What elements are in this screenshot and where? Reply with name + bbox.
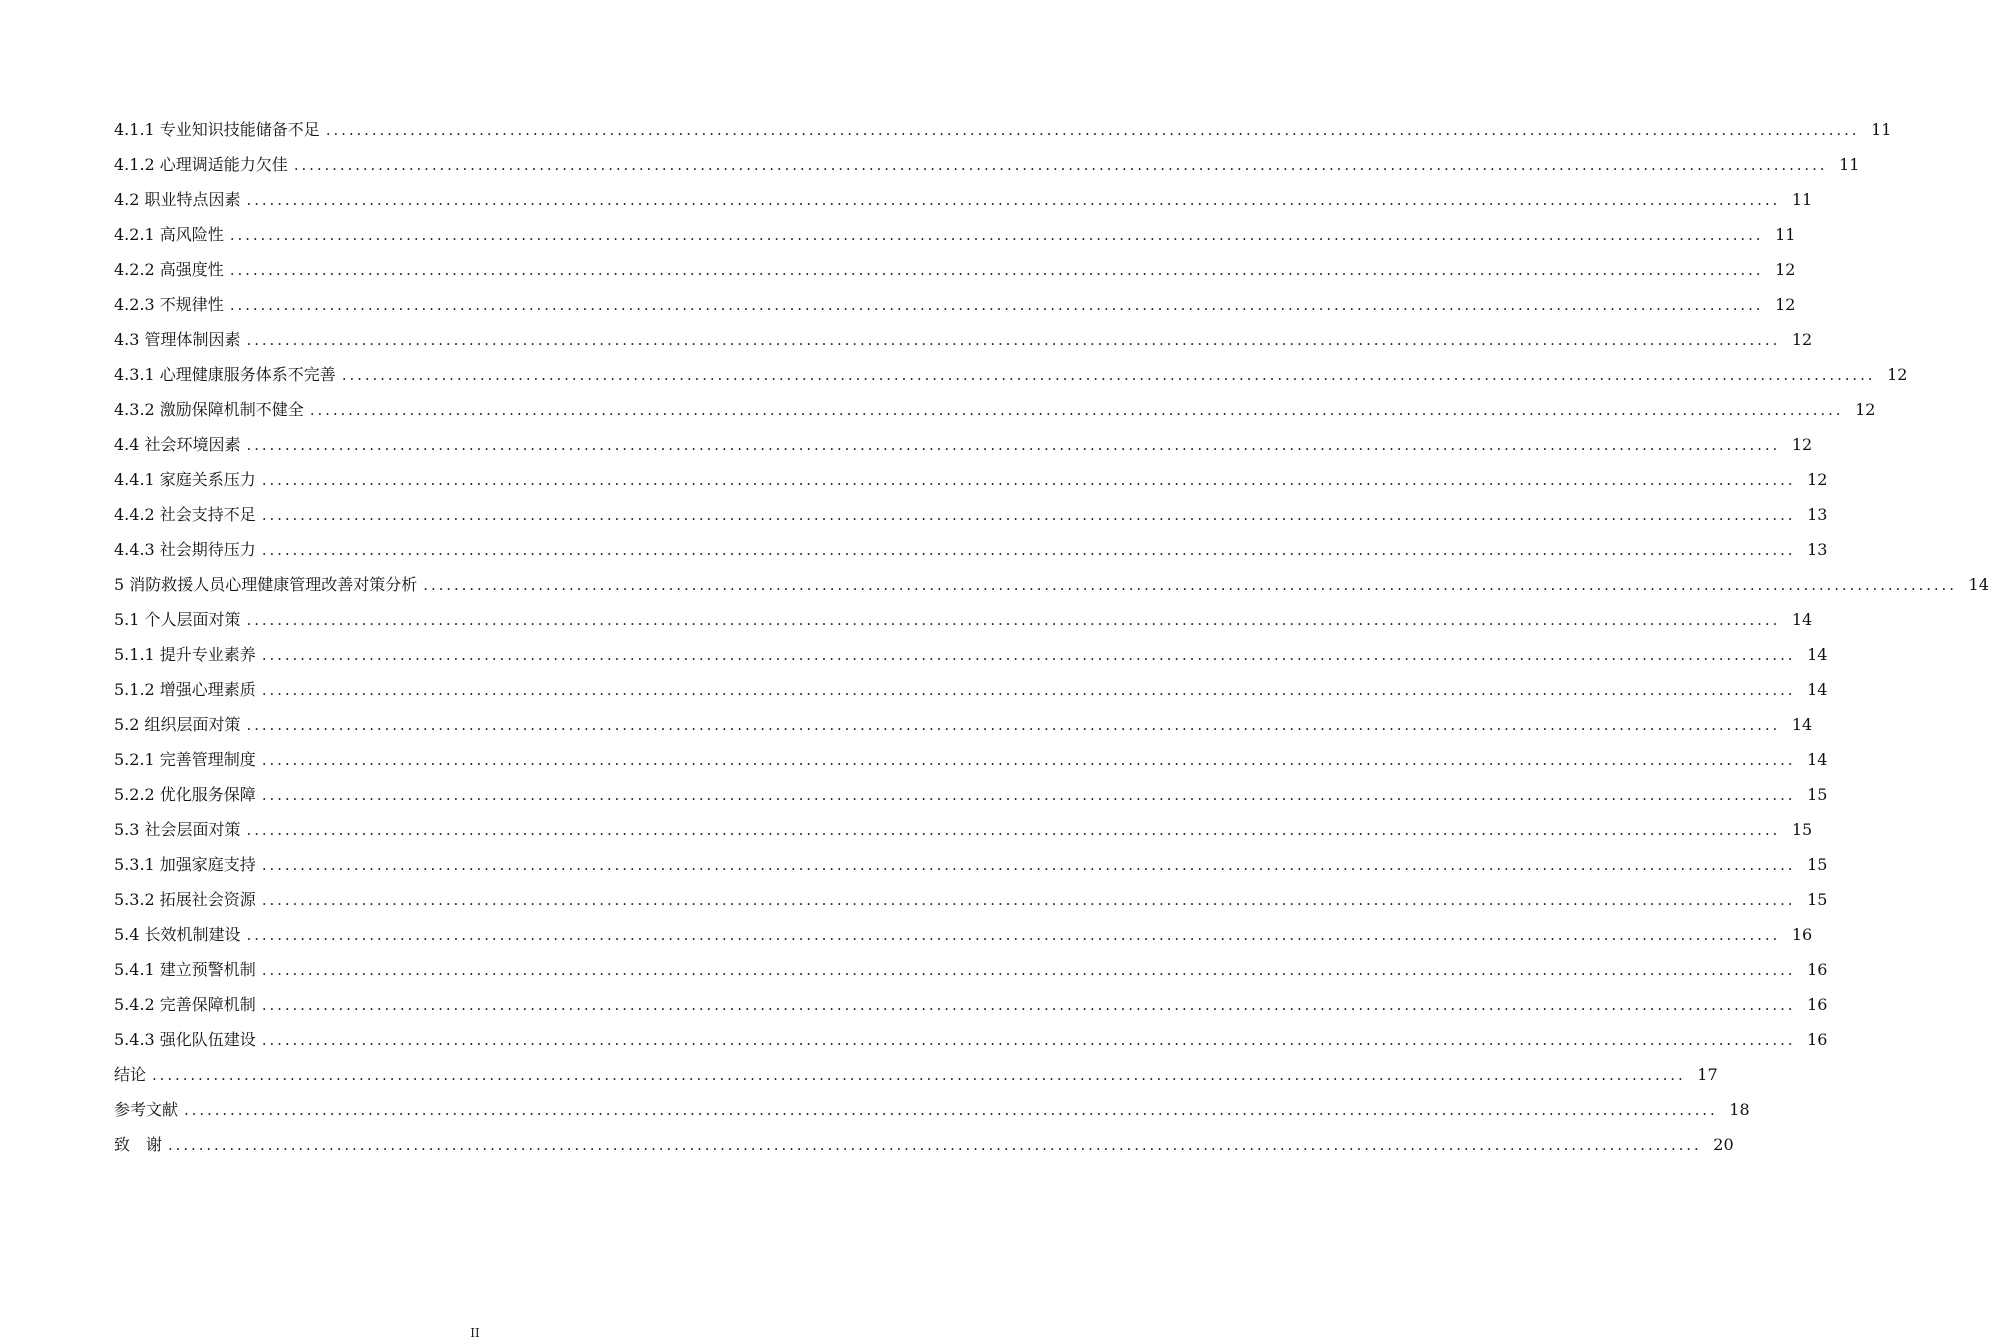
toc-entry-page: 14 [1807,645,1828,664]
toc-entry-page: 15 [1807,785,1828,804]
toc-leader-dots: ........................................................................................................................................................................................................ [341,366,1876,384]
toc-entry[interactable] [114,532,1828,567]
toc-entry-page: 12 [1887,365,1908,384]
toc-entry-page: 16 [1807,1030,1828,1049]
toc-entry-title: 5.3.1 加强家庭支持 [114,855,256,874]
toc-entry[interactable] [114,182,1813,217]
toc-entry[interactable] [114,392,1876,427]
toc-leader-dots: ........................................................................................................................................................................................................ [246,821,1781,839]
toc-entry[interactable] [114,637,1828,672]
toc-entry[interactable] [114,567,1989,602]
toc-entry-title: 5.1 个人层面对策 [114,610,241,629]
toc-leader-dots: ........................................................................................................................................................................................................ [246,716,1781,734]
toc-leader-dots: ........................................................................................................................................................................................................ [261,751,1796,769]
toc-leader-dots: ........................................................................................................................................................................................................ [261,1031,1796,1049]
toc-entry-page: 17 [1697,1065,1718,1084]
toc-entry[interactable] [114,357,1908,392]
toc-entry-title: 4.4.1 家庭关系压力 [114,470,256,489]
toc-entry-page: 12 [1791,435,1813,454]
toc-entry[interactable] [114,147,1860,182]
toc-leader-dots: ........................................................................................................................................................................................................ [309,401,1844,419]
page-number: II [470,1326,480,1340]
toc-entry-title: 5.2.1 完善管理制度 [114,750,256,769]
toc-entry[interactable] [114,882,1828,917]
toc-entry-title: 4.3 管理体制因素 [114,330,241,349]
toc-entry-page: 11 [1839,155,1860,174]
toc-entry-page: 15 [1807,855,1828,874]
toc-entry-title: 4.3.1 心理健康服务体系不完善 [114,365,336,384]
toc-entry-page: 12 [1855,400,1876,419]
toc-entry-page: 12 [1775,295,1796,314]
toc-entry[interactable] [114,287,1796,322]
toc-leader-dots: ........................................................................................................................................................................................................ [229,226,1764,244]
toc-leader-dots: ........................................................................................................................................................................................................ [261,856,1796,874]
toc-leader-dots: ........................................................................................................................................................................................................ [246,436,1781,454]
toc-entry-title: 4.2.1 高风险性 [114,225,224,244]
toc-leader-dots: ........................................................................................................................................................................................................ [168,1136,1702,1154]
toc-entry-title: 4.2 职业特点因素 [114,190,241,209]
toc-leader-dots: ........................................................................................................................................................................................................ [229,296,1764,314]
toc-entry-page: 12 [1775,260,1796,279]
toc-entry-title: 5.4.1 建立预警机制 [114,960,256,979]
toc-entry-title: 参考文献 [114,1100,179,1119]
toc-entry-title: 4.4.3 社会期待压力 [114,540,256,559]
toc-entry[interactable] [114,917,1813,952]
toc-leader-dots: ........................................................................................................................................................................................................ [229,261,1764,279]
toc-entry-title: 4.3.2 激励保障机制不健全 [114,400,304,419]
toc-leader-dots: ........................................................................................................................................................................................................ [184,1101,1718,1119]
toc-entry-page: 14 [1807,680,1828,699]
toc-entry-page: 14 [1807,750,1828,769]
toc-entry-page: 14 [1968,575,1989,594]
toc-leader-dots: ........................................................................................................................................................................................................ [246,191,1781,209]
toc-entry-page: 16 [1807,995,1828,1014]
toc-entry-title: 5 消防救援人员心理健康管理改善对策分析 [114,575,418,594]
toc-leader-dots: ........................................................................................................................................................................................................ [261,681,1796,699]
toc-leader-dots: ........................................................................................................................................................................................................ [293,156,1828,174]
toc-entry-page: 12 [1807,470,1828,489]
toc-entry-title: 4.1.2 心理调适能力欠佳 [114,155,288,174]
toc-entry-title: 4.4.2 社会支持不足 [114,505,256,524]
toc-entry[interactable] [114,847,1828,882]
toc-entry-title: 5.4.2 完善保障机制 [114,995,256,1014]
toc-entry-page: 16 [1807,960,1828,979]
toc-entry[interactable] [114,322,1813,357]
toc-entry-page: 15 [1807,890,1828,909]
toc-leader-dots: ........................................................................................................................................................................................................ [246,331,1781,349]
toc-entry-title: 结论 [114,1065,147,1084]
toc-leader-dots: ........................................................................................................................................................................................................ [152,1066,1686,1084]
toc-leader-dots: ........................................................................................................................................................................................................ [261,541,1796,559]
toc-entry-title: 4.2.2 高强度性 [114,260,224,279]
toc-entry[interactable] [114,1092,1750,1127]
toc-entry-title: 5.3.2 拓展社会资源 [114,890,256,909]
toc-entry-page: 12 [1791,330,1813,349]
toc-entry-page: 15 [1791,820,1813,839]
toc-entry[interactable] [114,427,1813,462]
toc-entry[interactable] [114,812,1813,847]
toc-entry[interactable] [114,602,1813,637]
toc-entry-title: 致 谢 [114,1135,163,1154]
table-of-contents [114,112,1989,1162]
toc-entry-title: 5.4.3 强化队伍建设 [114,1030,256,1049]
toc-entry-title: 5.2 组织层面对策 [114,715,241,734]
toc-entry-page: 13 [1807,505,1828,524]
toc-leader-dots: ........................................................................................................................................................................................................ [261,646,1796,664]
toc-entry[interactable] [114,672,1828,707]
toc-entry-title: 5.1.1 提升专业素养 [114,645,256,664]
toc-entry[interactable] [114,252,1796,287]
toc-entry-page: 13 [1807,540,1828,559]
toc-leader-dots: ........................................................................................................................................................................................................ [261,471,1796,489]
toc-entry-page: 11 [1775,225,1796,244]
toc-leader-dots: ........................................................................................................................................................................................................ [261,506,1796,524]
toc-entry[interactable] [114,112,1892,147]
toc-entry-page: 14 [1791,715,1813,734]
toc-entry-title: 4.1.1 专业知识技能储备不足 [114,120,320,139]
toc-leader-dots: ........................................................................................................................................................................................................ [246,611,1781,629]
toc-entry[interactable] [114,217,1796,252]
toc-entry[interactable] [114,497,1828,532]
toc-entry-title: 4.2.3 不规律性 [114,295,224,314]
toc-entry-page: 18 [1729,1100,1750,1119]
toc-entry-page: 20 [1713,1135,1734,1154]
toc-entry-page: 16 [1791,925,1813,944]
toc-leader-dots: ........................................................................................................................................................................................................ [261,961,1796,979]
toc-entry-title: 5.1.2 增强心理素质 [114,680,256,699]
toc-leader-dots: ........................................................................................................................................................................................................ [261,996,1796,1014]
toc-entry[interactable] [114,1127,1734,1162]
toc-entry-page: 11 [1871,120,1892,139]
toc-entry-page: 11 [1791,190,1813,209]
toc-leader-dots: ........................................................................................................................................................................................................ [325,121,1860,139]
toc-entry-title: 5.3 社会层面对策 [114,820,241,839]
toc-entry-title: 4.4 社会环境因素 [114,435,241,454]
toc-entry[interactable] [114,987,1828,1022]
toc-entry-title: 5.4 长效机制建设 [114,925,241,944]
toc-entry-page: 14 [1791,610,1813,629]
toc-entry[interactable] [114,952,1828,987]
toc-entry-title: 5.2.2 优化服务保障 [114,785,256,804]
toc-leader-dots: ........................................................................................................................................................................................................ [261,891,1796,909]
toc-entry[interactable] [114,777,1828,812]
toc-entry[interactable] [114,1057,1718,1092]
toc-entry[interactable] [114,462,1828,497]
toc-leader-dots: ........................................................................................................................................................................................................ [246,926,1781,944]
toc-entry[interactable] [114,1022,1828,1057]
toc-entry[interactable] [114,742,1828,777]
toc-leader-dots: ........................................................................................................................................................................................................ [261,786,1796,804]
toc-entry[interactable] [114,707,1813,742]
toc-leader-dots: ........................................................................................................................................................................................................ [423,576,1957,594]
